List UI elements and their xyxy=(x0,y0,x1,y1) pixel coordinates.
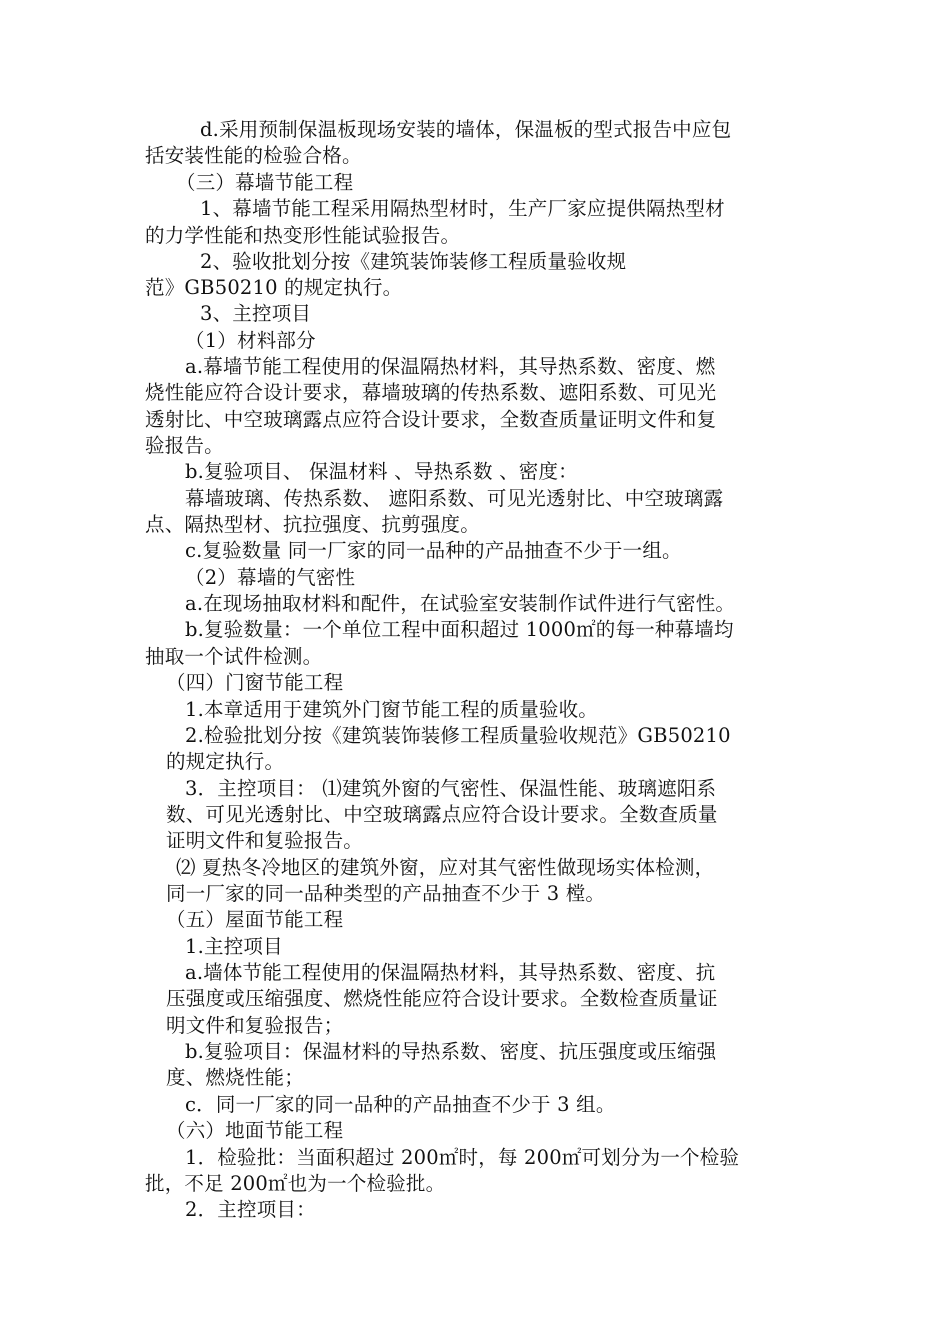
text-line: 2、验收批划分按《建筑装饰装修工程质量验收规 xyxy=(200,250,627,273)
text-line: 3、主控项目 xyxy=(200,302,312,325)
text-line: 1．检验批：当面积超过 200㎡时，每 200㎡可划分为一个检验 xyxy=(185,1146,740,1169)
text-line: 2.检验批划分按《建筑装饰装修工程质量验收规范》GB50210 xyxy=(185,724,731,747)
text-line: 度、燃烧性能； xyxy=(166,1066,304,1089)
text-line: 1、幕墙节能工程采用隔热型材时，生产厂家应提供隔热型材 xyxy=(200,197,725,220)
text-line: d.采用预制保温板现场安装的墙体，保温板的型式报告中应包 xyxy=(200,118,732,141)
section-heading: （四）门窗节能工程 xyxy=(166,671,344,694)
text-line: 透射比、中空玻璃露点应符合设计要求，全数查质量证明文件和复 xyxy=(145,408,717,431)
text-line: 的力学性能和热变形性能试验报告。 xyxy=(145,224,461,247)
text-line: 同一厂家的同一品种类型的产品抽查不少于 3 樘。 xyxy=(166,882,606,905)
text-line: 3．主控项目： ⑴建筑外窗的气密性、保温性能、玻璃遮阳系 xyxy=(185,777,717,800)
text-line: 批，不足 200㎡也为一个检验批。 xyxy=(145,1172,446,1195)
text-line: 烧性能应符合设计要求，幕墙玻璃的传热系数、遮阳系数、可见光 xyxy=(145,381,717,404)
text-line: b.复验项目：保温材料的导热系数、密度、抗压强度或压缩强 xyxy=(185,1040,717,1063)
text-line: b.复验项目、 保温材料 、导热系数 、密度： xyxy=(185,460,578,483)
text-line: 验报告。 xyxy=(145,434,224,457)
text-line: b.复验数量：一个单位工程中面积超过 1000㎡的每一种幕墙均 xyxy=(185,618,734,641)
section-heading: （三）幕墙节能工程 xyxy=(176,171,354,194)
text-line: 明文件和复验报告； xyxy=(166,1014,344,1037)
text-line: 数、可见光透射比、中空玻璃露点应符合设计要求。全数查质量 xyxy=(166,803,718,826)
text-line: a.在现场抽取材料和配件，在试验室安装制作试件进行气密性。 xyxy=(185,592,736,615)
text-line: a.墙体节能工程使用的保温隔热材料，其导热系数、密度、抗 xyxy=(185,961,716,984)
text-line: c.复验数量 同一厂家的同一品种的产品抽查不少于一组。 xyxy=(185,539,682,562)
text-line: 点、隔热型材、抗拉强度、抗剪强度。 xyxy=(145,513,480,536)
text-line: 范》GB50210 的规定执行。 xyxy=(145,276,403,299)
text-line: c．同一厂家的同一品种的产品抽查不少于 3 组。 xyxy=(185,1093,616,1116)
text-line: （1）材料部分 xyxy=(185,329,316,352)
text-line: 幕墙玻璃、传热系数、 遮阳系数、可见光透射比、中空玻璃露 xyxy=(185,487,724,510)
text-line: 1.本章适用于建筑外门窗节能工程的质量验收。 xyxy=(185,698,599,721)
section-heading: （五）屋面节能工程 xyxy=(166,908,344,931)
section-heading: （六）地面节能工程 xyxy=(166,1119,344,1142)
text-line: 的规定执行。 xyxy=(166,750,285,773)
text-line: 证明文件和复验报告。 xyxy=(166,829,364,852)
text-line: 括安装性能的检验合格。 xyxy=(145,144,362,167)
text-line: 抽取一个试件检测。 xyxy=(145,645,323,668)
text-line: 压强度或压缩强度、燃烧性能应符合设计要求。全数检查质量证 xyxy=(166,987,718,1010)
text-line: 2．主控项目： xyxy=(185,1198,316,1221)
text-line: a.幕墙节能工程使用的保温隔热材料，其导热系数、密度、燃 xyxy=(185,355,716,378)
text-line: ⑵ 夏热冬冷地区的建筑外窗，应对其气密性做现场实体检测， xyxy=(176,856,715,879)
text-line: （2）幕墙的气密性 xyxy=(185,566,356,589)
text-line: 1.主控项目 xyxy=(185,935,283,958)
